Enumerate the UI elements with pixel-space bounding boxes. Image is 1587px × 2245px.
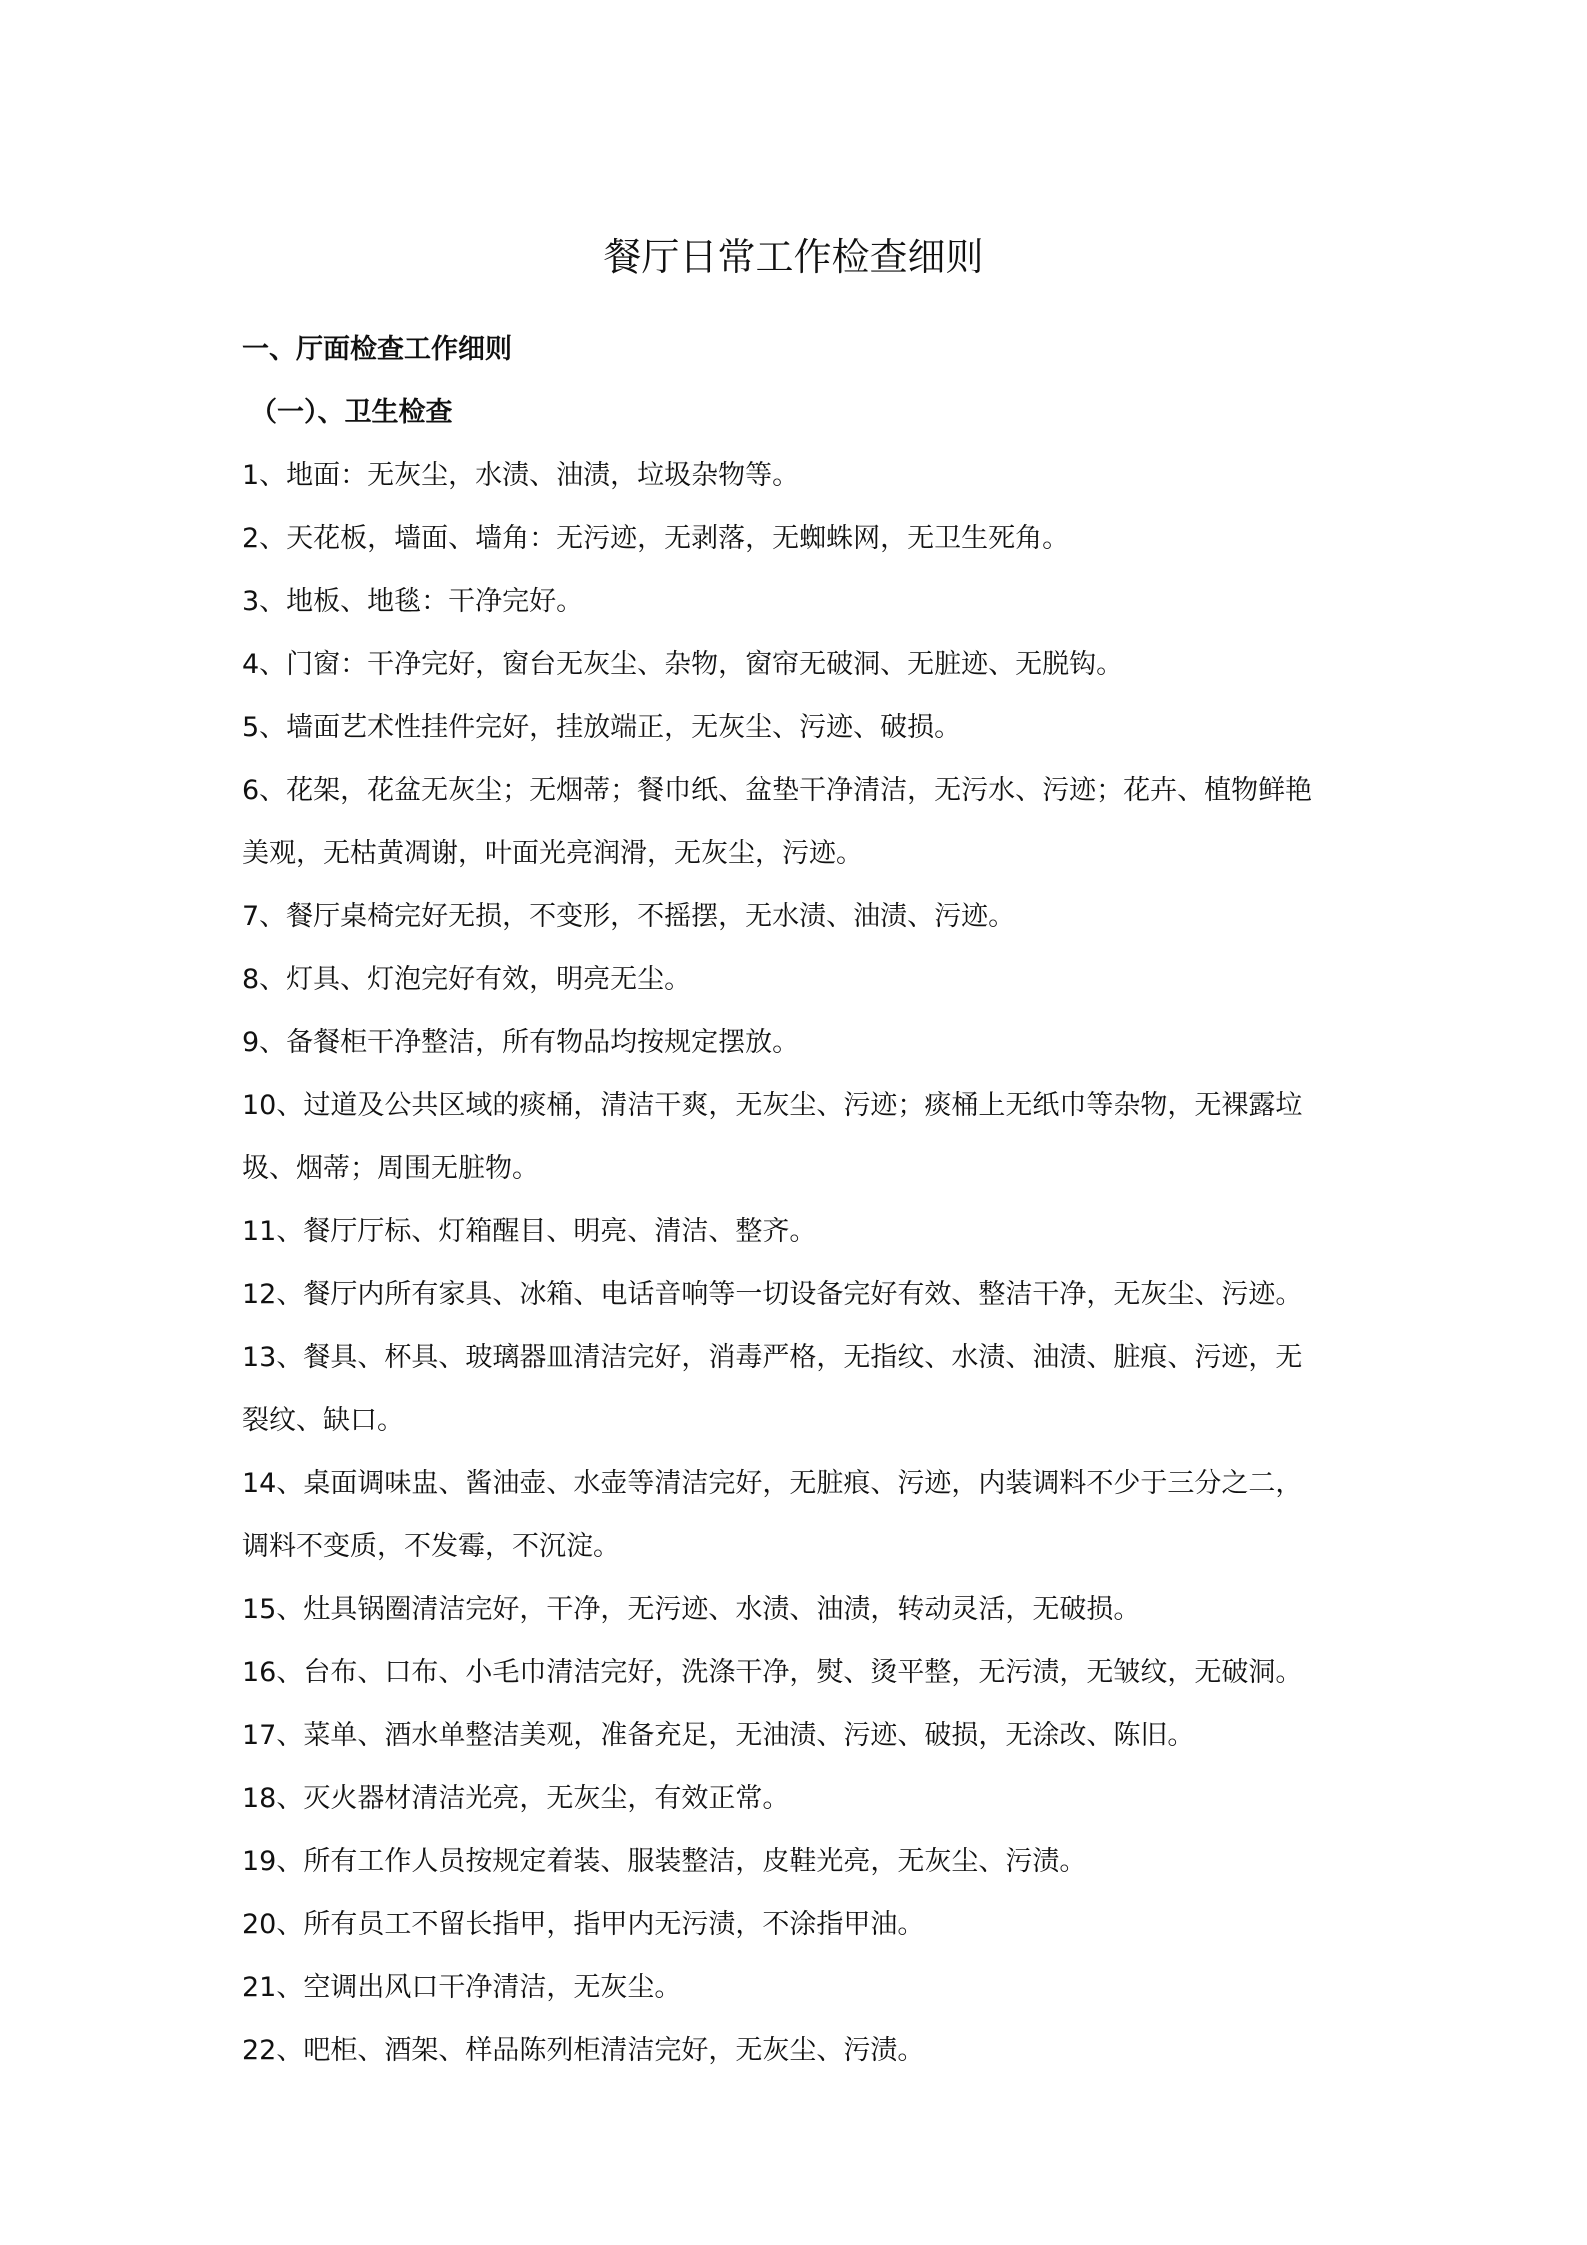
- checklist-line: 5、墙面艺术性挂件完好，挂放端正，无灰尘、污迹、破损。: [242, 712, 962, 743]
- checklist-line: 14、桌面调味盅、酱油壶、水壶等清洁完好，无脏痕、污迹，内装调料不少于三分之二，: [242, 1468, 1303, 1499]
- checklist-line: 3、地板、地毯：干净完好。: [242, 586, 584, 617]
- checklist-line: 调料不变质，不发霉，不沉淀。: [242, 1531, 620, 1562]
- subsection-heading: （一）、卫生检查: [250, 397, 453, 428]
- checklist-line: 7、餐厅桌椅完好无损，不变形，不摇摆，无水渍、油渍、污迹。: [242, 901, 1016, 932]
- checklist-line: 裂纹、缺口。: [242, 1405, 404, 1436]
- checklist-line: 22、吧柜、酒架、样品陈列柜清洁完好，无灰尘、污渍。: [242, 2035, 925, 2066]
- checklist-line: 17、菜单、酒水单整洁美观，准备充足，无油渍、污迹、破损，无涂改、陈旧。: [242, 1720, 1195, 1751]
- checklist-line: 9、备餐柜干净整洁，所有物品均按规定摆放。: [242, 1027, 800, 1058]
- checklist-line: 20、所有员工不留长指甲，指甲内无污渍，不涂指甲油。: [242, 1909, 925, 1940]
- checklist-line: 11、餐厅厅标、灯箱醒目、明亮、清洁、整齐。: [242, 1216, 817, 1247]
- checklist: [242, 444, 1372, 2082]
- checklist-line: 美观，无枯黄凋谢，叶面光亮润滑，无灰尘，污迹。: [242, 838, 863, 869]
- checklist-line: 18、灭火器材清洁光亮，无灰尘，有效正常。: [242, 1783, 790, 1814]
- document-title: 餐厅日常工作检查细则: [603, 235, 984, 279]
- checklist-line: 12、餐厅内所有家具、冰箱、电话音响等一切设备完好有效、整洁干净，无灰尘、污迹。: [242, 1279, 1303, 1310]
- checklist-line: 8、灯具、灯泡完好有效，明亮无尘。: [242, 964, 692, 995]
- document-body: [242, 318, 1372, 2082]
- checklist-line: 6、花架，花盆无灰尘；无烟蒂；餐巾纸、盆垫干净清洁，无污水、污迹；花卉、植物鲜艳: [242, 775, 1313, 806]
- checklist-line: 13、餐具、杯具、玻璃器皿清洁完好，消毒严格，无指纹、水渍、油渍、脏痕、污迹，无: [242, 1342, 1303, 1373]
- checklist-line: 16、台布、口布、小毛巾清洁完好，洗涤干净，熨、烫平整，无污渍，无皱纹，无破洞。: [242, 1657, 1303, 1688]
- checklist-line: 21、空调出风口干净清洁，无灰尘。: [242, 1972, 682, 2003]
- checklist-line: 10、过道及公共区域的痰桶，清洁干爽，无灰尘、污迹；痰桶上无纸巾等杂物，无裸露垃: [242, 1090, 1303, 1121]
- checklist-line: 2、天花板，墙面、墙角：无污迹，无剥落，无蜘蛛网，无卫生死角。: [242, 523, 1070, 554]
- checklist-line: 1、地面：无灰尘，水渍、油渍，垃圾杂物等。: [242, 460, 800, 491]
- section-heading: 一、厅面检查工作细则: [242, 334, 512, 365]
- checklist-line: 19、所有工作人员按规定着装、服装整洁，皮鞋光亮，无灰尘、污渍。: [242, 1846, 1087, 1877]
- checklist-line: 4、门窗：干净完好，窗台无灰尘、杂物，窗帘无破洞、无脏迹、无脱钩。: [242, 649, 1124, 680]
- checklist-line: 圾、烟蒂；周围无脏物。: [242, 1153, 539, 1184]
- checklist-line: 15、灶具锅圈清洁完好，干净，无污迹、水渍、油渍，转动灵活，无破损。: [242, 1594, 1141, 1625]
